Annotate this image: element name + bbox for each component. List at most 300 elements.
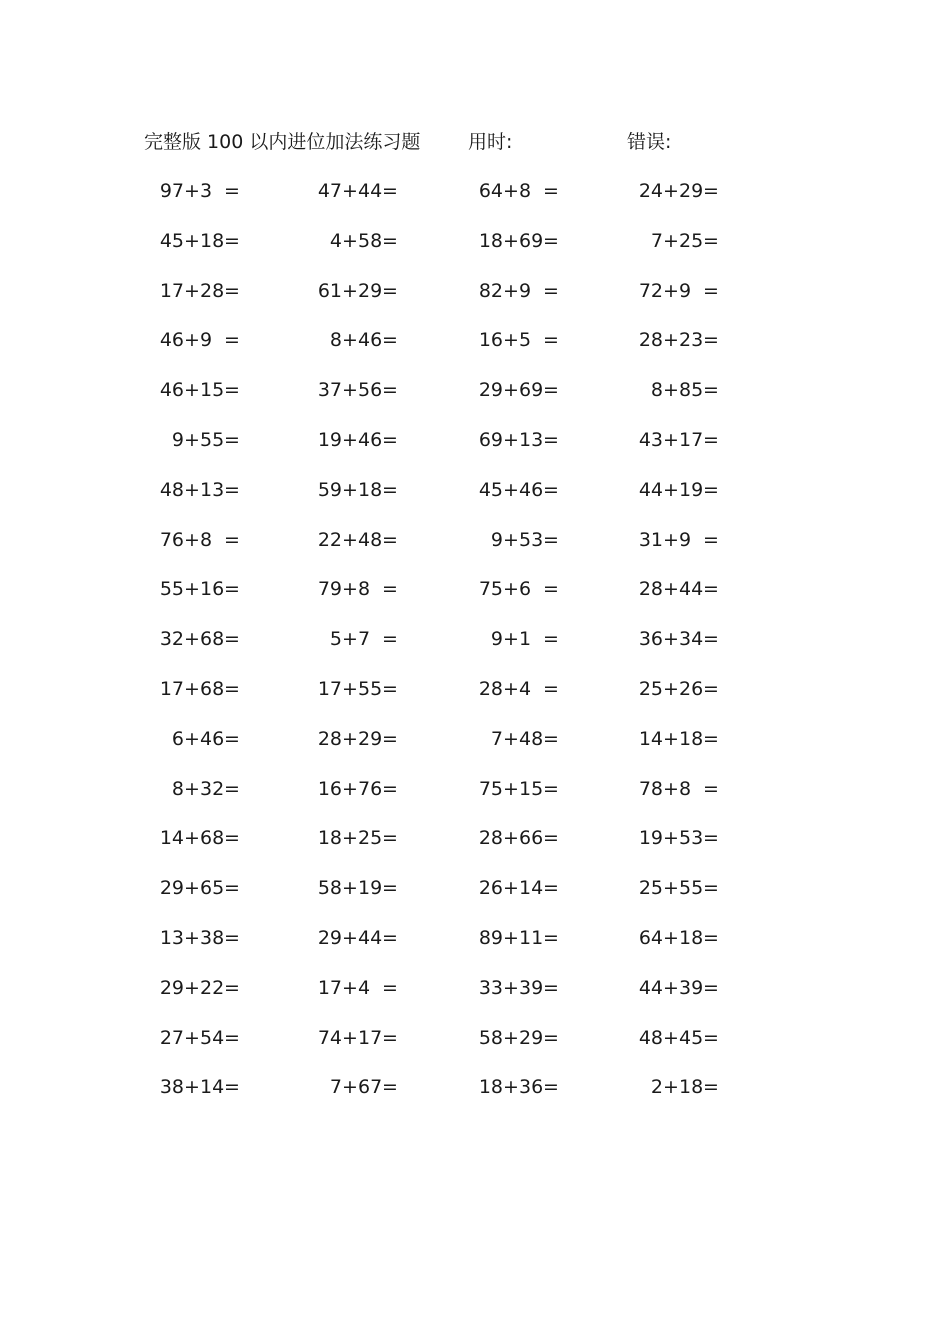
addition-problem — [304, 973, 424, 1003]
addend-b: 18 — [679, 727, 704, 750]
addend-a: 79 — [317, 578, 342, 601]
addition-problem — [465, 724, 585, 754]
worksheet-header — [0, 128, 950, 156]
addition-problem — [146, 325, 266, 355]
equals-sign: = — [224, 379, 240, 402]
addition-problem — [465, 276, 585, 306]
plus-sign: + — [342, 229, 358, 252]
addition-problem — [146, 774, 266, 804]
equals-sign: = — [382, 279, 398, 302]
addend-b: 5 — [519, 329, 532, 352]
addend-b: 23 — [679, 329, 704, 352]
addend-b: 15 — [200, 379, 225, 402]
addend-a: 58 — [478, 1026, 503, 1049]
plus-sign: + — [342, 1076, 358, 1099]
equals-sign: = — [703, 329, 719, 352]
addend-b: 44 — [358, 926, 383, 949]
addend-b: 4 — [519, 677, 532, 700]
addition-problem — [625, 1072, 745, 1102]
addend-a: 9 — [490, 528, 503, 551]
equals-sign: = — [543, 528, 559, 551]
addition-problem — [304, 475, 424, 505]
addend-a: 28 — [638, 578, 663, 601]
plus-sign: + — [503, 379, 519, 402]
addend-b: 65 — [200, 877, 225, 900]
addend-b: 55 — [200, 428, 225, 451]
plus-sign: + — [503, 329, 519, 352]
error-label: 错误: — [627, 131, 672, 153]
addend-b: 34 — [679, 628, 704, 651]
addition-problem — [146, 525, 266, 555]
addend-a: 17 — [159, 279, 184, 302]
plus-sign: + — [503, 976, 519, 999]
equals-sign: = — [224, 727, 240, 750]
addend-b: 8 — [358, 578, 371, 601]
addend-b: 9 — [519, 279, 532, 302]
addition-problem — [625, 525, 745, 555]
plus-sign: + — [663, 727, 679, 750]
addend-b: 46 — [519, 478, 544, 501]
addition-problem — [465, 475, 585, 505]
addend-a: 36 — [638, 628, 663, 651]
addition-problem — [625, 724, 745, 754]
plus-sign: + — [184, 1076, 200, 1099]
problem-row — [0, 425, 950, 475]
addition-problem — [146, 674, 266, 704]
addition-problem — [625, 973, 745, 1003]
equals-sign: = — [543, 628, 559, 651]
plus-sign: + — [184, 827, 200, 850]
addition-problem — [146, 375, 266, 405]
equals-sign: = — [224, 877, 240, 900]
addend-a: 17 — [317, 976, 342, 999]
plus-sign: + — [503, 528, 519, 551]
addend-b: 53 — [679, 827, 704, 850]
plus-sign: + — [342, 877, 358, 900]
equals-sign: = — [224, 827, 240, 850]
addition-problem — [146, 574, 266, 604]
plus-sign: + — [342, 478, 358, 501]
addend-b: 54 — [200, 1026, 225, 1049]
plus-sign: + — [663, 976, 679, 999]
equals-sign: = — [703, 279, 719, 302]
addend-b: 19 — [679, 478, 704, 501]
equals-sign: = — [543, 379, 559, 402]
problem-grid — [0, 176, 950, 1122]
addition-problem — [465, 226, 585, 256]
plus-sign: + — [184, 428, 200, 451]
addend-a: 8 — [650, 379, 663, 402]
equals-sign: = — [224, 279, 240, 302]
plus-sign: + — [663, 1076, 679, 1099]
problem-row — [0, 674, 950, 724]
addend-b: 29 — [519, 1026, 544, 1049]
addend-b: 7 — [358, 628, 371, 651]
addition-problem — [304, 574, 424, 604]
plus-sign: + — [503, 677, 519, 700]
addend-a: 97 — [159, 180, 184, 202]
plus-sign: + — [184, 578, 200, 601]
problem-row — [0, 873, 950, 923]
addend-a: 19 — [317, 428, 342, 451]
plus-sign: + — [663, 528, 679, 551]
problem-row — [0, 276, 950, 326]
addend-a: 89 — [478, 926, 503, 949]
equals-sign: = — [224, 329, 240, 352]
addition-problem — [146, 724, 266, 754]
addition-problem — [304, 226, 424, 256]
equals-sign: = — [224, 628, 240, 651]
plus-sign: + — [342, 528, 358, 551]
equals-sign: = — [543, 329, 559, 352]
problem-row — [0, 226, 950, 276]
plus-sign: + — [342, 727, 358, 750]
plus-sign: + — [184, 777, 200, 800]
plus-sign: + — [184, 528, 200, 551]
addend-b: 32 — [200, 777, 225, 800]
addend-a: 14 — [638, 727, 663, 750]
plus-sign: + — [342, 976, 358, 999]
addend-a: 7 — [650, 229, 663, 252]
plus-sign: + — [184, 926, 200, 949]
addend-a: 75 — [478, 578, 503, 601]
equals-sign: = — [543, 279, 559, 302]
equals-sign: = — [224, 1076, 240, 1099]
addend-b: 1 — [519, 628, 532, 651]
addend-a: 25 — [638, 677, 663, 700]
plus-sign: + — [503, 1076, 519, 1099]
plus-sign: + — [184, 727, 200, 750]
addition-problem — [146, 1072, 266, 1102]
equals-sign: = — [224, 180, 240, 202]
addition-problem — [304, 674, 424, 704]
addend-b: 18 — [679, 1076, 704, 1099]
addend-a: 32 — [159, 628, 184, 651]
addend-a: 14 — [159, 827, 184, 850]
addend-b: 44 — [679, 578, 704, 601]
addend-a: 28 — [317, 727, 342, 750]
addend-b: 11 — [519, 926, 544, 949]
plus-sign: + — [184, 329, 200, 352]
equals-sign: = — [703, 1076, 719, 1099]
addend-a: 48 — [159, 478, 184, 501]
plus-sign: + — [184, 379, 200, 402]
addend-b: 29 — [679, 180, 704, 202]
addend-b: 68 — [200, 677, 225, 700]
plus-sign: + — [503, 279, 519, 302]
addend-a: 7 — [329, 1076, 342, 1099]
equals-sign: = — [382, 877, 398, 900]
addend-a: 29 — [159, 976, 184, 999]
addition-problem — [465, 375, 585, 405]
equals-sign: = — [382, 428, 398, 451]
plus-sign: + — [663, 428, 679, 451]
addition-problem — [304, 276, 424, 306]
addend-a: 18 — [317, 827, 342, 850]
equals-sign: = — [382, 628, 398, 651]
problem-row — [0, 973, 950, 1023]
addend-a: 46 — [159, 379, 184, 402]
addend-b: 69 — [519, 379, 544, 402]
plus-sign: + — [503, 180, 519, 202]
equals-sign: = — [703, 926, 719, 949]
addition-problem — [465, 624, 585, 654]
equals-sign: = — [382, 727, 398, 750]
addend-a: 6 — [171, 727, 184, 750]
problem-row — [0, 574, 950, 624]
addend-a: 18 — [478, 1076, 503, 1099]
addend-a: 18 — [478, 229, 503, 252]
equals-sign: = — [382, 329, 398, 352]
addend-a: 82 — [478, 279, 503, 302]
addend-a: 5 — [329, 628, 342, 651]
addition-problem — [465, 325, 585, 355]
addend-a: 28 — [478, 827, 503, 850]
addition-problem — [304, 375, 424, 405]
plus-sign: + — [342, 578, 358, 601]
addend-b: 39 — [679, 976, 704, 999]
addend-a: 16 — [317, 777, 342, 800]
addend-b: 67 — [358, 1076, 383, 1099]
worksheet-title: 完整版 100 以内进位加法练习题 — [144, 131, 421, 153]
plus-sign: + — [184, 877, 200, 900]
addend-a: 8 — [329, 329, 342, 352]
addend-b: 66 — [519, 827, 544, 850]
addition-problem — [625, 325, 745, 355]
equals-sign: = — [703, 976, 719, 999]
addend-b: 55 — [679, 877, 704, 900]
addend-b: 25 — [679, 229, 704, 252]
addition-problem — [625, 1023, 745, 1053]
plus-sign: + — [503, 428, 519, 451]
equals-sign: = — [703, 478, 719, 501]
addend-b: 85 — [679, 379, 704, 402]
addend-a: 76 — [159, 528, 184, 551]
addend-b: 46 — [358, 428, 383, 451]
addition-problem — [146, 923, 266, 953]
plus-sign: + — [503, 478, 519, 501]
addend-a: 44 — [638, 976, 663, 999]
equals-sign: = — [543, 926, 559, 949]
addition-problem — [625, 276, 745, 306]
equals-sign: = — [224, 478, 240, 501]
equals-sign: = — [703, 180, 719, 202]
equals-sign: = — [703, 727, 719, 750]
equals-sign: = — [543, 777, 559, 800]
equals-sign: = — [224, 578, 240, 601]
plus-sign: + — [342, 628, 358, 651]
equals-sign: = — [703, 578, 719, 601]
addend-b: 44 — [358, 180, 383, 202]
addend-a: 46 — [159, 329, 184, 352]
equals-sign: = — [703, 229, 719, 252]
plus-sign: + — [503, 578, 519, 601]
equals-sign: = — [543, 827, 559, 850]
addend-a: 74 — [317, 1026, 342, 1049]
equals-sign: = — [382, 578, 398, 601]
equals-sign: = — [703, 1026, 719, 1049]
addend-b: 53 — [519, 528, 544, 551]
addend-b: 45 — [679, 1026, 704, 1049]
addend-b: 46 — [358, 329, 383, 352]
equals-sign: = — [382, 229, 398, 252]
time-label: 用时: — [468, 131, 513, 153]
addition-problem — [304, 624, 424, 654]
addend-a: 29 — [159, 877, 184, 900]
equals-sign: = — [382, 777, 398, 800]
plus-sign: + — [342, 777, 358, 800]
addition-problem — [146, 475, 266, 505]
equals-sign: = — [382, 827, 398, 850]
plus-sign: + — [663, 628, 679, 651]
equals-sign: = — [543, 428, 559, 451]
addition-problem — [304, 176, 424, 206]
plus-sign: + — [663, 926, 679, 949]
equals-sign: = — [543, 1026, 559, 1049]
addend-b: 8 — [200, 528, 213, 551]
plus-sign: + — [663, 180, 679, 202]
equals-sign: = — [543, 1076, 559, 1099]
addend-a: 9 — [490, 628, 503, 651]
equals-sign: = — [382, 180, 398, 202]
plus-sign: + — [342, 926, 358, 949]
addition-problem — [625, 674, 745, 704]
addend-a: 59 — [317, 478, 342, 501]
addition-problem — [625, 823, 745, 853]
addition-problem — [465, 525, 585, 555]
addition-problem — [625, 624, 745, 654]
addend-a: 26 — [478, 877, 503, 900]
addend-b: 18 — [200, 229, 225, 252]
addend-a: 25 — [638, 877, 663, 900]
addition-problem — [625, 176, 745, 206]
addend-b: 9 — [679, 528, 692, 551]
plus-sign: + — [503, 628, 519, 651]
addition-problem — [625, 425, 745, 455]
addend-a: 28 — [478, 677, 503, 700]
equals-sign: = — [224, 1026, 240, 1049]
plus-sign: + — [184, 180, 200, 202]
addend-a: 7 — [490, 727, 503, 750]
problem-row — [0, 176, 950, 226]
addend-a: 45 — [478, 478, 503, 501]
addend-a: 17 — [317, 677, 342, 700]
addend-a: 75 — [478, 777, 503, 800]
equals-sign: = — [703, 827, 719, 850]
addition-problem — [304, 1072, 424, 1102]
plus-sign: + — [663, 478, 679, 501]
plus-sign: + — [663, 877, 679, 900]
problem-row — [0, 525, 950, 575]
addend-b: 15 — [519, 777, 544, 800]
addend-b: 19 — [358, 877, 383, 900]
addition-problem — [304, 823, 424, 853]
plus-sign: + — [663, 677, 679, 700]
problem-row — [0, 923, 950, 973]
equals-sign: = — [382, 677, 398, 700]
addend-a: 37 — [317, 379, 342, 402]
addend-a: 61 — [317, 279, 342, 302]
problem-row — [0, 375, 950, 425]
addend-b: 17 — [358, 1026, 383, 1049]
addition-problem — [146, 624, 266, 654]
addend-b: 13 — [200, 478, 225, 501]
addition-problem — [625, 226, 745, 256]
equals-sign: = — [543, 677, 559, 700]
addend-a: 43 — [638, 428, 663, 451]
addition-problem — [625, 475, 745, 505]
equals-sign: = — [543, 478, 559, 501]
equals-sign: = — [382, 379, 398, 402]
equals-sign: = — [543, 180, 559, 202]
addition-problem — [465, 425, 585, 455]
addition-problem — [146, 226, 266, 256]
equals-sign: = — [382, 976, 398, 999]
addend-a: 2 — [650, 1076, 663, 1099]
equals-sign: = — [543, 578, 559, 601]
addend-b: 18 — [358, 478, 383, 501]
plus-sign: + — [342, 379, 358, 402]
equals-sign: = — [224, 677, 240, 700]
addend-b: 16 — [200, 578, 225, 601]
addend-b: 68 — [200, 827, 225, 850]
plus-sign: + — [503, 827, 519, 850]
addition-problem — [465, 1072, 585, 1102]
addend-b: 56 — [358, 379, 383, 402]
problem-row — [0, 774, 950, 824]
plus-sign: + — [184, 1026, 200, 1049]
equals-sign: = — [543, 727, 559, 750]
addition-problem — [304, 724, 424, 754]
addition-problem — [625, 574, 745, 604]
plus-sign: + — [663, 777, 679, 800]
addend-b: 8 — [679, 777, 692, 800]
addend-b: 3 — [200, 180, 213, 202]
equals-sign: = — [543, 877, 559, 900]
addend-a: 48 — [638, 1026, 663, 1049]
addition-problem — [146, 823, 266, 853]
addend-b: 9 — [200, 329, 213, 352]
addend-b: 14 — [519, 877, 544, 900]
addend-a: 13 — [159, 926, 184, 949]
addition-problem — [465, 923, 585, 953]
equals-sign: = — [224, 428, 240, 451]
addition-problem — [304, 774, 424, 804]
plus-sign: + — [663, 229, 679, 252]
equals-sign: = — [224, 229, 240, 252]
plus-sign: + — [342, 180, 358, 202]
addition-problem — [304, 873, 424, 903]
equals-sign: = — [703, 777, 719, 800]
addend-b: 13 — [519, 428, 544, 451]
addition-problem — [625, 375, 745, 405]
addition-problem — [465, 1023, 585, 1053]
equals-sign: = — [382, 926, 398, 949]
addend-a: 17 — [159, 677, 184, 700]
addition-problem — [146, 425, 266, 455]
addend-a: 69 — [478, 428, 503, 451]
addend-a: 4 — [329, 229, 342, 252]
problem-row — [0, 325, 950, 375]
addend-a: 27 — [159, 1026, 184, 1049]
addition-problem — [304, 1023, 424, 1053]
addend-b: 48 — [358, 528, 383, 551]
equals-sign: = — [382, 1076, 398, 1099]
addition-problem — [304, 325, 424, 355]
addend-a: 33 — [478, 976, 503, 999]
addend-b: 36 — [519, 1076, 544, 1099]
addend-a: 16 — [478, 329, 503, 352]
